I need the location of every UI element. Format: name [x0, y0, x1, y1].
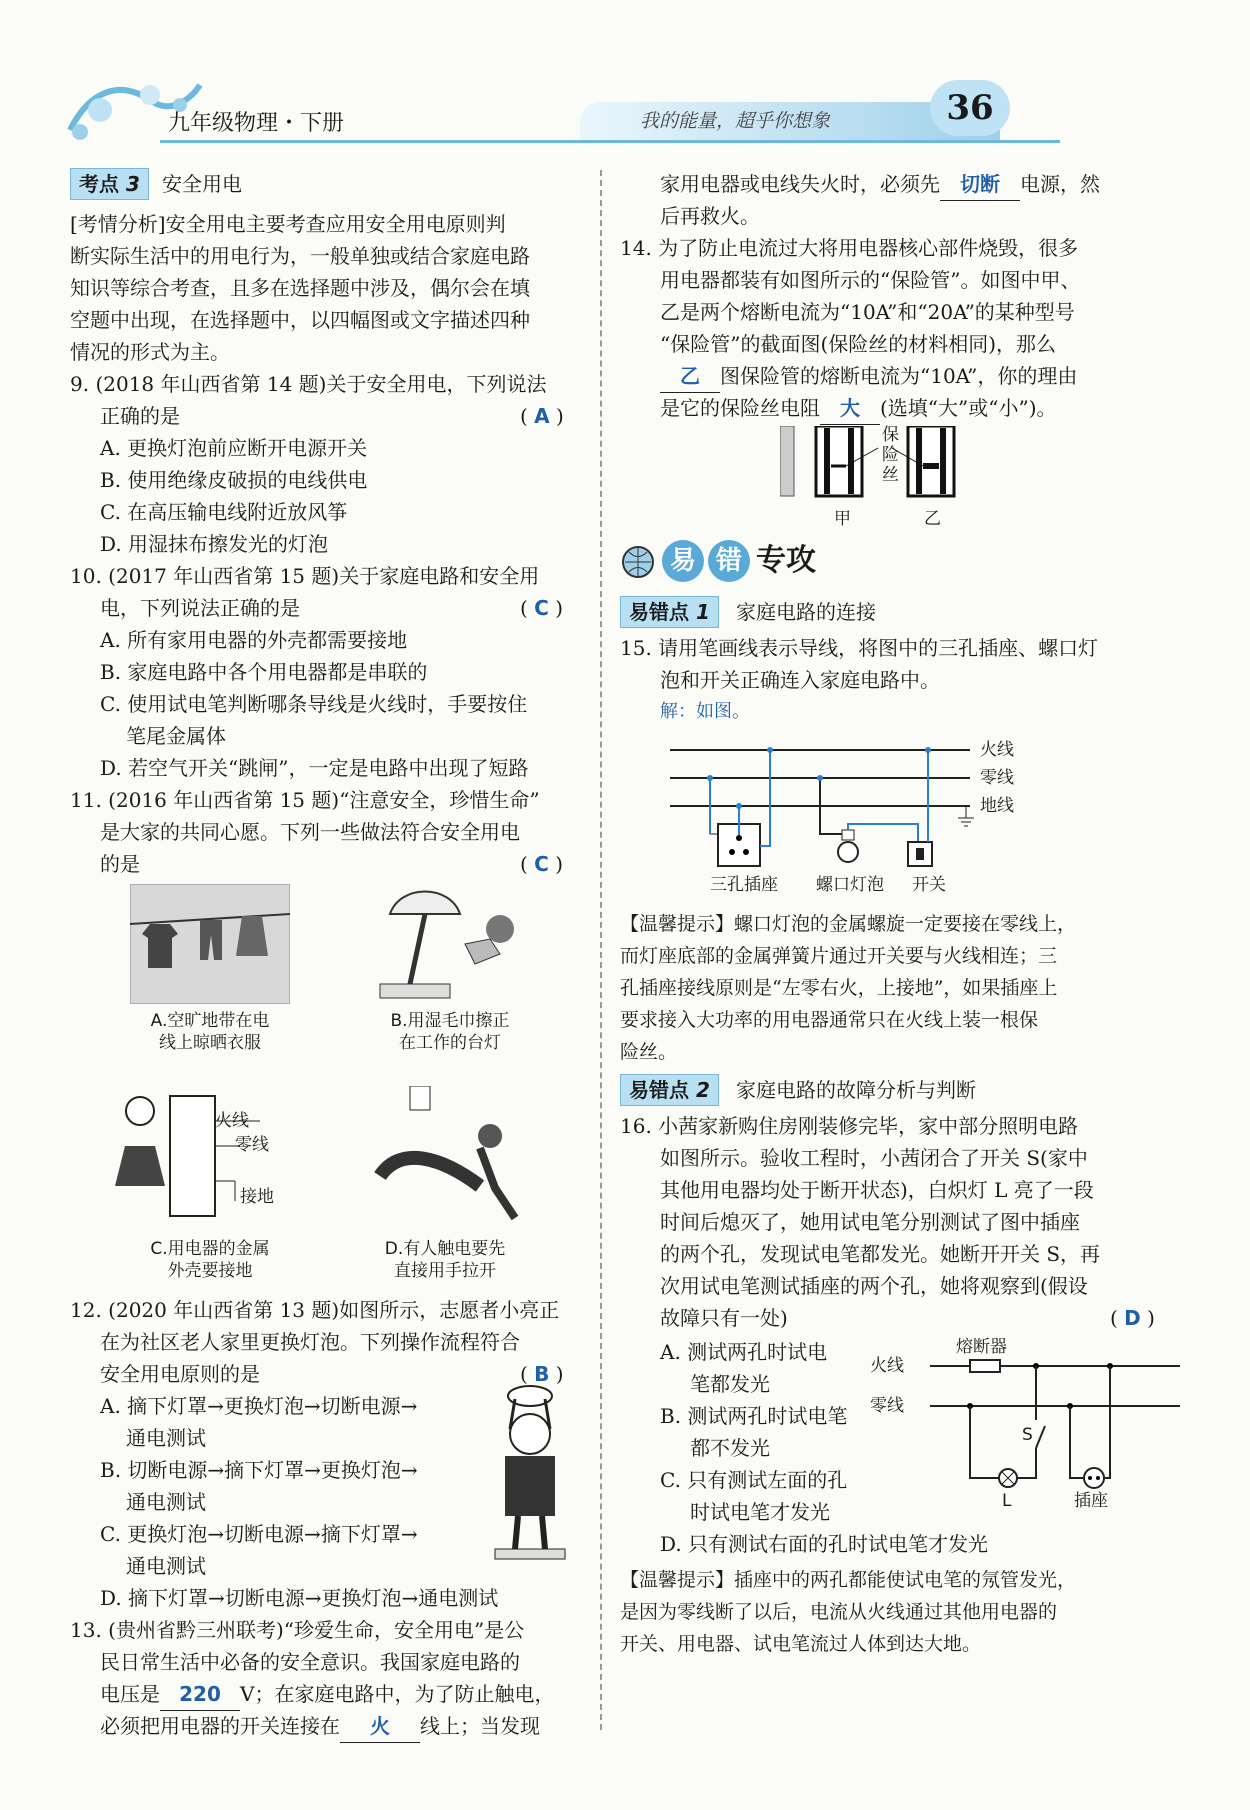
- q16-stem: 的两个孔，发现试电笔都发光。她断开开关 S，再: [660, 1242, 1101, 1266]
- fuse-label: 丝: [882, 465, 899, 485]
- q15-wiring-diagram: [670, 730, 1010, 880]
- q11-caption-d: D.有人触电要先: [384, 1239, 506, 1259]
- q12-option: A. 摘下灯罩→更换灯泡→切断电源→: [100, 1394, 418, 1418]
- q9-option: B. 使用绝缘皮破损的电线供电: [100, 468, 368, 492]
- q16-stem: 故障只有一处): [660, 1306, 788, 1330]
- tip2-line: 开关、用电器、试电笔流过人体到达大地。: [620, 1633, 982, 1655]
- switch-label: 开关: [912, 875, 946, 895]
- header-rule: [160, 140, 1060, 143]
- q12-stem: 12. (2020 年山西省第 13 题)如图所示，志愿者小亮正: [70, 1298, 560, 1322]
- q16-lamp-label: L: [1002, 1491, 1012, 1511]
- q15-stem: 泡和开关正确连入家庭电路中。: [660, 668, 940, 692]
- q16-zero-label: 零线: [870, 1396, 904, 1416]
- q10-option: A. 所有家用电器的外壳都需要接地: [100, 628, 408, 652]
- q13-blank-wire[interactable]: 火: [340, 1710, 420, 1743]
- fuse-yi-label: 乙: [924, 509, 941, 529]
- section-title: 专攻: [756, 543, 816, 578]
- q16-option: 笔都发光: [690, 1372, 770, 1396]
- tip1-line: 要求接入大功率的用电器通常只在火线上装一根保: [620, 1009, 1039, 1031]
- q11-caption-b: 在工作的台灯: [399, 1033, 501, 1053]
- topic-title: 安全用电: [161, 172, 242, 196]
- q11-answer: ( C ): [520, 852, 564, 876]
- q12-stem: 安全用电原则的是: [100, 1362, 260, 1386]
- volunteer-changing-bulb-image: [480, 1384, 580, 1574]
- q13-stem: 13. (贵州省黔三州联考)“珍爱生命，安全用电”是公: [70, 1618, 525, 1642]
- q16-option: D. 只有测试右面的孔时试电笔才发光: [660, 1532, 989, 1556]
- q14-stem: 乙是两个熔断电流为“10A”和“20A”的某种型号: [660, 300, 1075, 324]
- electric-shock-image: [360, 1086, 530, 1231]
- topic-tag: 考点 3: [70, 168, 149, 200]
- ground-line-label: 地线: [980, 796, 1014, 816]
- q14-blank-resistance[interactable]: 大: [820, 392, 880, 425]
- q16-option: A. 测试两孔时试电: [660, 1340, 828, 1364]
- q10-option: D. 若空气开关“跳闸”，一定是电路中出现了短路: [100, 756, 529, 780]
- appliance-grounding-image: [110, 1086, 300, 1236]
- q16-option: C. 只有测试左面的孔: [660, 1468, 848, 1492]
- q12-option: D. 摘下灯罩→切断电源→更换灯泡→通电测试: [100, 1586, 499, 1610]
- error-title: 家庭电路的连接: [735, 600, 876, 624]
- q13-line4: 必须把用电器的开关连接在 火 线上；当发现: [100, 1710, 540, 1743]
- q11-caption-d: 直接用手拉开: [394, 1261, 496, 1281]
- socket-label: 三孔插座: [710, 875, 778, 895]
- q14-stem: “保险管”的截面图(保险丝的材料相同)，那么: [660, 332, 1057, 356]
- q16-stem: 如图所示。验收工程时，小茜闭合了开关 S(家中: [660, 1146, 1088, 1170]
- bulb-label: 螺口灯泡: [816, 875, 884, 895]
- q13-line3: 电压是 220 V；在家庭电路中，为了防止触电，: [100, 1678, 554, 1711]
- clothes-on-wire-image: [130, 884, 290, 1004]
- q16-fire-label: 火线: [870, 1356, 904, 1376]
- q10-option: 笔尾金属体: [126, 724, 226, 748]
- q9-option: C. 在高压输电线附近放风筝: [100, 500, 348, 524]
- error-title: 家庭电路的故障分析与判断: [735, 1078, 976, 1102]
- q13-blank-voltage[interactable]: 220: [160, 1678, 240, 1711]
- q16-socket-label: 插座: [1074, 1491, 1108, 1511]
- q14-line6: 是它的保险丝电阻 大 (选填“大”或“小”)。: [660, 392, 1057, 425]
- q12-option: 通电测试: [126, 1426, 206, 1450]
- q9-stem: 正确的是: [100, 404, 180, 428]
- q11-stem: 是大家的共同心愿。下列一些做法符合安全用电: [100, 820, 520, 844]
- q11-caption-b: B.用湿毛巾擦正: [390, 1011, 510, 1031]
- book-title: 九年级物理・下册: [168, 111, 345, 136]
- tip2-line: 是因为零线断了以后，电流从火线通过其他用电器的: [620, 1601, 1058, 1623]
- error-tag: 易错点 2: [620, 1074, 719, 1106]
- analysis-line: [考情分析]安全用电主要考查应用安全用电原则判: [70, 212, 506, 236]
- slogan-text: 我的能量，超乎你想象: [640, 110, 831, 132]
- q11-caption-a: A.空旷地带在电: [150, 1011, 270, 1031]
- desk-lamp-image: [370, 884, 530, 1014]
- q10-option: B. 家庭电路中各个用电器都是串联的: [100, 660, 428, 684]
- q13-stem: 民日常生活中必备的安全意识。我国家庭电路的: [100, 1650, 520, 1674]
- q14-stem: 用电器都装有如图所示的“保险管”。如图中甲、: [660, 268, 1081, 292]
- page-number: 36: [930, 80, 1010, 136]
- header: [60, 70, 1190, 160]
- q14-stem: 14. 为了防止电流过大将用电器核心部件烧毁，很多: [620, 236, 1079, 260]
- fuse-tube-diagram: [780, 426, 980, 506]
- q11-caption-c: 外壳要接地: [167, 1261, 253, 1281]
- q13-continue: 家用电器或电线失火时，必须先 切断 电源，然: [660, 168, 1100, 201]
- tip1-line: 孔插座接线原则是“左零右火，上接地”，如果插座上: [620, 977, 1058, 999]
- q12-stem: 在为社区老人家里更换灯泡。下列操作流程符合: [100, 1330, 520, 1354]
- zero-line-label: 零线: [980, 768, 1014, 788]
- fuse-label: 保: [882, 425, 899, 445]
- q11-stem: 的是: [100, 852, 140, 876]
- tip1-line: 险丝。: [620, 1041, 678, 1063]
- analysis-line: 断实际生活中的用电行为，一般单独或结合家庭电路: [70, 244, 530, 268]
- q12-option: 通电测试: [126, 1490, 206, 1514]
- q16-stem: 16. 小茜家新购住房刚装修完毕，家中部分照明电路: [620, 1114, 1079, 1138]
- tip2-line: 【温馨提示】插座中的两孔都能使试电笔的氖管发光，: [620, 1569, 1077, 1591]
- q14-line5: 乙 图保险管的熔断电流为“10A”，你的理由: [660, 360, 1077, 393]
- q12-answer: ( B ): [520, 1362, 564, 1386]
- q10-stem: 电，下列说法正确的是: [100, 596, 300, 620]
- error1-heading: [620, 596, 876, 628]
- fuse-label: 险: [882, 445, 899, 465]
- q10-answer: ( C ): [520, 596, 564, 620]
- q9-option: A. 更换灯泡前应断开电源开关: [100, 436, 368, 460]
- zero-wire-label: 零线: [235, 1135, 269, 1155]
- section-char-2: 错: [708, 540, 750, 582]
- column-divider: [600, 170, 602, 1730]
- q14-blank-which[interactable]: 乙: [660, 360, 720, 393]
- fire-line-label: 火线: [980, 740, 1014, 760]
- q12-option: 通电测试: [126, 1554, 206, 1578]
- q11-caption-c: C.用电器的金属: [150, 1239, 270, 1259]
- q12-option: C. 更换灯泡→切断电源→摘下灯罩→: [100, 1522, 418, 1546]
- q10-option: C. 使用试电笔判断哪条导线是火线时，手要按住: [100, 692, 528, 716]
- tip1-line: 【温馨提示】螺口灯泡的金属螺旋一定要接在零线上，: [620, 913, 1077, 935]
- q13-continue: 后再救火。: [660, 204, 760, 228]
- error-tag: 易错点 1: [620, 596, 719, 628]
- fire-wire-label: 火线: [215, 1111, 249, 1131]
- section-char-1: 易: [662, 540, 704, 582]
- q9-answer: ( A ): [520, 404, 564, 428]
- analysis-line: 知识等综合考查，且多在选择题中涉及，偶尔会在填: [70, 276, 530, 300]
- q15-stem: 15. 请用笔画线表示导线，将图中的三孔插座、螺口灯: [620, 636, 1099, 660]
- q16-stem: 时间后熄灭了，她用试电笔分别测试了图中插座: [660, 1210, 1080, 1234]
- q16-option: 都不发光: [690, 1436, 770, 1460]
- globe-icon: [620, 544, 656, 580]
- q9-option: D. 用湿抹布擦发光的灯泡: [100, 532, 329, 556]
- q16-stem: 其他用电器均处于断开状态)，白炽灯 L 亮了一段: [660, 1178, 1094, 1202]
- q11-caption-a: 线上晾晒衣服: [159, 1033, 261, 1053]
- q10-stem: 10. (2017 年山西省第 15 题)关于家庭电路和安全用: [70, 564, 540, 588]
- topic3-heading: [70, 168, 242, 200]
- q12-option: B. 切断电源→摘下灯罩→更换灯泡→: [100, 1458, 418, 1482]
- analysis-line: 情况的形式为主。: [70, 340, 230, 364]
- q15-solution: 解：如图。: [660, 701, 750, 722]
- q11-stem: 11. (2016 年山西省第 15 题)“注意安全，珍惜生命”: [70, 788, 540, 812]
- tip1-line: 而灯座底部的金属弹簧片通过开关要与火线相连；三: [620, 945, 1058, 967]
- analysis-line: 空题中出现，在选择题中，以四幅图或文字描述四种: [70, 308, 530, 332]
- q16-stem: 次用试电笔测试插座的两个孔，她将观察到(假设: [660, 1274, 1088, 1298]
- q16-answer: ( D ): [1110, 1306, 1155, 1330]
- q16-fuse-label: 熔断器: [956, 1337, 1007, 1357]
- error2-heading: [620, 1074, 976, 1106]
- fuse-jia-label: 甲: [834, 509, 851, 529]
- q16-option: 时试电笔才发光: [690, 1500, 830, 1524]
- ground-label: 接地: [240, 1187, 274, 1207]
- q13-blank-cutoff[interactable]: 切断: [940, 168, 1020, 201]
- q16-option: B. 测试两孔时试电笔: [660, 1404, 848, 1428]
- q16-switch-label: S: [1022, 1425, 1033, 1445]
- q9-stem: 9. (2018 年山西省第 14 题)关于安全用电，下列说法: [70, 372, 547, 396]
